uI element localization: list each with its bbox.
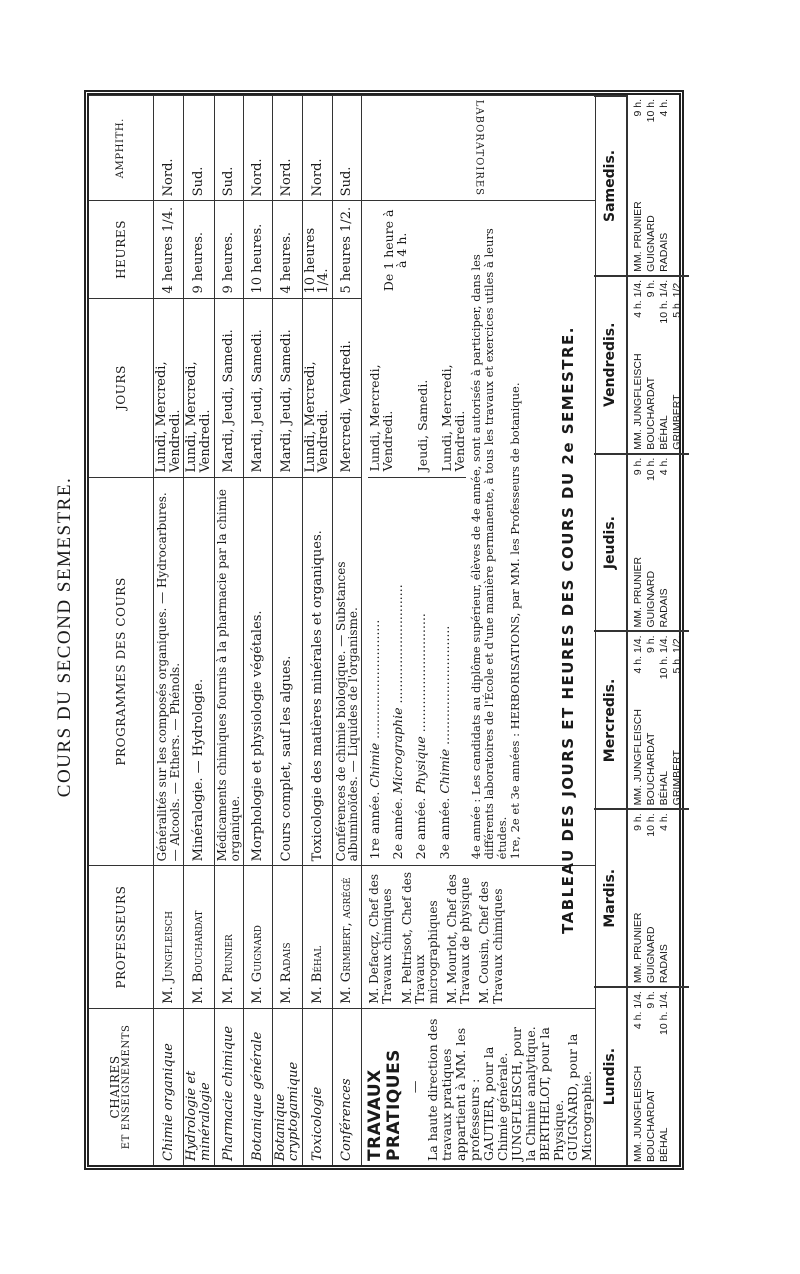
tp-amphi-label: LABORATOIRES	[473, 100, 485, 197]
day-line-prof: GRIMBERT	[671, 394, 684, 450]
tp-annee-label: 3e année.	[436, 797, 452, 860]
table-row	[272, 96, 302, 1166]
programme-cell: Médicaments chimiques fournis à la pharmacie par la chimie organique.	[214, 477, 243, 866]
prof-cell: M. Guignard	[243, 866, 272, 1008]
day-line	[658, 636, 671, 806]
chaire-cell: Hydrologie et minéralogie	[184, 1008, 214, 1165]
day-cell	[627, 96, 689, 276]
tp-jours-list	[368, 301, 466, 478]
day-line-time: 4 h.	[658, 813, 671, 831]
tp-annee-matiere: Micrographie	[390, 707, 406, 794]
tp-chef: M. Defacqz, Chef des Travaux chimiques	[367, 873, 395, 1004]
table-row	[214, 96, 243, 1166]
day-line	[658, 458, 671, 628]
header-amphith: AMPHITH.	[89, 96, 154, 201]
day-line	[632, 280, 645, 450]
table-row	[184, 96, 214, 1166]
day-line-prof: MM. PRUNIER	[632, 912, 644, 984]
jours-cell: Mardi, Jeudi, Samedi.	[214, 298, 243, 477]
day-line-time: 10 h.	[645, 457, 658, 482]
header-chaires	[89, 1008, 154, 1165]
prof-cell: M. Béhal	[302, 866, 332, 1008]
day-line	[645, 991, 658, 1162]
day-line-prof: RADAIS	[658, 588, 671, 628]
jours-cell: Mercredi, Vendredi.	[333, 298, 362, 477]
day-line-prof: BOUCHARDAT	[645, 732, 658, 806]
day-line-time: 4 h. 1/4.	[632, 279, 644, 318]
header-jours: JOURS	[89, 298, 154, 477]
tableau-title: TABLEAU DES JOURS ET HEURES DES COURS DU 2e SEMESTRE.	[559, 326, 577, 934]
jours-cell: Lundi, Mercredi, Vendredi.	[154, 298, 184, 477]
day-cell	[627, 454, 689, 632]
day-line-time: 9 h.	[632, 813, 644, 831]
header-professeurs: PROFESSEURS	[89, 866, 154, 1008]
tp-chef: M. Mourlot, Chef des Travaux de physique	[445, 874, 473, 1004]
table-row	[243, 96, 272, 1166]
amphi-cell: Nord.	[154, 96, 184, 201]
day-cell	[627, 632, 689, 810]
day-line-time: 10 h. 1/4.	[658, 635, 671, 680]
day-line-time: 4 h. 1/4.	[632, 635, 644, 674]
day-line-time: 5 h. 1/2.	[671, 635, 684, 674]
day-line-time: 4 h.	[658, 457, 671, 476]
prof-cell: M. Prunier	[214, 866, 243, 1008]
day-line-time: 10 h. 1/4.	[658, 991, 671, 1035]
tp-note-123: 1re, 2e et 3e années : HERBORISATIONS, par MM. les Professeurs de botanique.	[508, 382, 523, 860]
heures-cell: 10 heures.	[243, 201, 272, 298]
day-line-time: 4 h.	[658, 99, 671, 117]
day-line-time: 4 h. 1/4.	[632, 991, 644, 1030]
heures-cell: 10 heures 1/4.	[302, 201, 332, 298]
tp-annee-label: 2e année.	[413, 797, 429, 860]
chaire-cell: Botanique générale	[243, 1008, 272, 1165]
programme-cell: Généralités sur les composés organiques. — Hydrocarbures. — Alcools. — Ethers. — Phénols.	[154, 477, 184, 866]
day-line	[632, 99, 645, 272]
weekly-header-row	[594, 96, 627, 1165]
header-programmes: PROGRAMMES DES COURS	[89, 477, 154, 866]
day-line	[658, 813, 671, 983]
day-line-prof: MM. JUNGFLEISCH	[632, 353, 644, 450]
tp-annee-matiere: Chimie	[436, 748, 452, 794]
amphi-cell: Sud.	[214, 96, 243, 201]
tp-annee: 1re année. Chimie ..............................	[367, 619, 383, 860]
tp-annee-matiere: Physique	[413, 736, 429, 794]
day-header: Vendredis.	[594, 276, 627, 454]
day-line	[658, 99, 671, 272]
heures-cell: 4 heures 1/4.	[154, 201, 184, 298]
tp-divider: —	[407, 1080, 423, 1094]
weekly-body-row	[627, 96, 689, 1165]
day-line-time: 5 h. 1/2.	[671, 279, 684, 318]
tp-director: GAUTIER, pour la Chimie générale.	[481, 1046, 511, 1161]
day-line-prof: RADAIS	[658, 232, 671, 272]
table-header-row	[89, 96, 154, 1166]
day-line	[645, 280, 658, 450]
table-row	[154, 96, 184, 1166]
prof-cell: M. Jungfleisch	[154, 866, 184, 1008]
tp-annee-matiere: Chimie	[367, 742, 383, 788]
day-line-time: 9 h.	[645, 635, 658, 654]
jours-cell: Mardi, Jeudi, Samedi.	[272, 298, 302, 477]
day-line-prof: MM. PRUNIER	[632, 556, 644, 628]
day-line-time: 9 h.	[645, 279, 658, 298]
tp-annees-block	[368, 205, 466, 859]
day-line	[645, 813, 658, 983]
chaire-cell: Pharmacie chimique	[214, 1008, 243, 1165]
day-cell	[627, 276, 689, 454]
day-line	[632, 991, 645, 1162]
tp-chef: M. Peltrisot, Chef des Travaux micrographiques	[399, 871, 440, 1004]
tp-jours: Jeudi, Samedi.	[415, 379, 431, 472]
day-header: Lundis.	[594, 987, 627, 1165]
day-line	[632, 636, 645, 806]
day-line	[671, 280, 684, 450]
day-header: Mardis.	[594, 809, 627, 987]
day-line-prof: GUIGNARD	[645, 570, 658, 628]
amphi-cell: Nord.	[243, 96, 272, 201]
tp-annee: 3e année. Chimie ..............................	[436, 625, 452, 860]
tp-annee-label: 2e année.	[390, 797, 406, 860]
chaire-cell: Toxicologie	[302, 1008, 332, 1165]
jours-cell: Mardi, Jeudi, Samedi.	[243, 298, 272, 477]
programme-cell: Toxicologie des matières minérales et organiques.	[302, 477, 332, 866]
tp-jours: Lundi, Mercredi, Vendredi.	[438, 364, 467, 472]
weekly-table	[594, 95, 689, 1165]
header-heures: HEURES	[89, 201, 154, 298]
day-line-prof: BOUCHARDAT	[645, 1089, 658, 1162]
programme-cell: Minéralogie. — Hydrologie.	[184, 477, 214, 866]
chaire-cell: Chimie organique	[154, 1008, 184, 1165]
tp-heures: De 1 heure à à 4 h.	[381, 209, 410, 292]
chaire-cell: Conférences	[333, 1008, 362, 1165]
page-title: COURS DU SECOND SEMESTRE.	[54, 476, 75, 798]
tp-director: JUNGFLEISCH, pour la Chimie analytique.	[509, 1026, 539, 1161]
day-line-prof: RADAIS	[658, 944, 671, 984]
day-line	[645, 458, 658, 628]
prof-cell: M. Radais	[272, 866, 302, 1008]
tp-jours: Lundi, Mercredi, Vendredi.	[367, 364, 396, 472]
tp-director: GUIGNARD, pour la Micrographie.	[565, 1033, 595, 1161]
tp-annee-label: 1re année.	[367, 791, 383, 860]
courses-table	[89, 95, 596, 1165]
schedule-frame	[84, 90, 684, 1170]
day-line	[632, 458, 645, 628]
day-line-prof: BÉHAL	[658, 415, 671, 450]
heures-cell: 4 heures.	[272, 201, 302, 298]
day-line-prof: MM. JUNGFLEISCH	[632, 709, 644, 806]
prof-cell: M. Grimbert, agrégé	[333, 866, 362, 1008]
tp-title: TRAVAUX PRATIQUES	[365, 1049, 405, 1161]
header-enseignements-label: ET ENSEIGNEMENTS	[121, 1024, 133, 1150]
amphi-cell: Sud.	[333, 96, 362, 201]
day-cell	[627, 987, 689, 1165]
programme-cell: Cours complet, sauf les algues.	[272, 477, 302, 866]
day-line	[632, 813, 645, 983]
day-line-prof: BÉHAL	[658, 1127, 671, 1162]
programme-cell: Morphologie et physiologie végétales.	[243, 477, 272, 866]
day-header: Samedis.	[594, 96, 627, 276]
amphi-cell: Sud.	[184, 96, 214, 201]
heures-cell: 5 heures 1/2.	[333, 201, 362, 298]
prof-cell: M. Bouchardat	[184, 866, 214, 1008]
tp-intro: La haute direction des travaux pratiques appartient à MM. les professeurs :	[425, 1018, 483, 1161]
tp-annee: 2e année. Micrographie ..............................	[390, 584, 406, 860]
header-chaires-label: CHAIRES	[108, 1055, 123, 1119]
jours-cell: Lundi, Mercredi, Vendredi.	[302, 298, 332, 477]
table-row	[333, 96, 362, 1166]
day-line-time: 10 h.	[645, 813, 658, 837]
tp-note-4: 4e année : Les candidats au diplôme supérieur, élèves de 4e année, sont autorisés à participer, dans les différents laboratoires de l'École et d'une manière permanente, à tous les travaux et exercices utiles à leurs études.	[468, 228, 510, 860]
day-line-time: 10 h. 1/4.	[658, 279, 671, 324]
tp-director: BERTHELOT, pour la Physique.	[537, 1027, 567, 1161]
day-line-prof: MM. PRUNIER	[632, 201, 644, 272]
day-cell	[627, 809, 689, 987]
amphi-cell: Nord.	[272, 96, 302, 201]
day-line-time: 9 h.	[632, 99, 644, 117]
day-line	[658, 280, 671, 450]
amphi-cell: Nord.	[302, 96, 332, 201]
chaire-cell: Botanique cryptogamique	[272, 1008, 302, 1165]
day-line-prof: BÉHAL	[658, 770, 671, 806]
day-line-time: 10 h.	[645, 99, 658, 123]
day-line-time: 9 h.	[645, 991, 658, 1009]
day-line-prof: GRIMBERT	[671, 750, 684, 806]
tp-annees-list	[368, 484, 466, 859]
tp-chef: M. Cousin, Chef des Travaux chimiques	[477, 881, 505, 1004]
jours-cell: Lundi, Mercredi, Vendredi.	[184, 298, 214, 477]
day-line-time: 9 h.	[632, 457, 644, 476]
day-line-prof: GUIGNARD	[645, 215, 658, 272]
day-line-prof: MM. JUNGFLEISCH	[632, 1065, 644, 1162]
table-row	[302, 96, 332, 1166]
day-line	[671, 636, 684, 806]
programme-cell: Conférences de chimie biologique. — Substances albuminoïdes. — Liquides de l'organisme.	[333, 477, 362, 866]
day-line	[645, 636, 658, 806]
day-line-prof: BOUCHARDAT	[645, 376, 658, 450]
heures-cell: 9 heures.	[184, 201, 214, 298]
heures-cell: 9 heures.	[214, 201, 243, 298]
tp-annee: 2e année. Physique ..............................	[413, 613, 429, 860]
day-line	[658, 991, 671, 1162]
day-header: Jeudis.	[594, 454, 627, 632]
day-line	[645, 99, 658, 272]
day-header: Mercredis.	[594, 632, 627, 810]
day-line-prof: GUIGNARD	[645, 926, 658, 984]
